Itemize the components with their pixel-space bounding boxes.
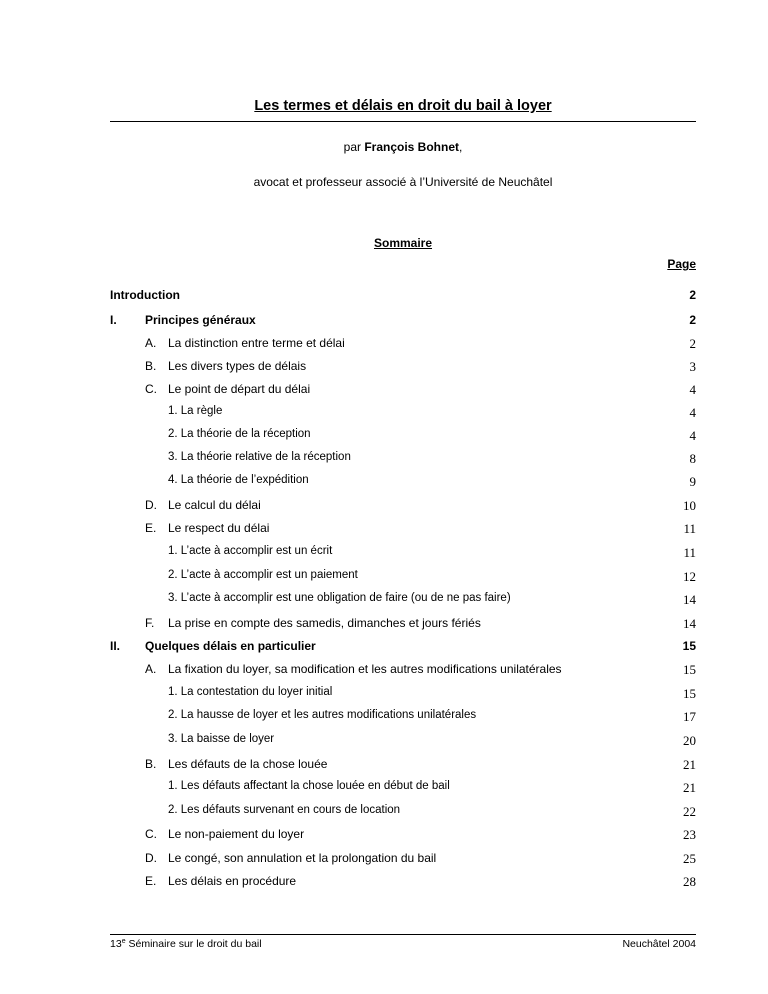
toc-page-number: 4 [689,428,696,443]
toc-entry [0,288,768,308]
toc-page-number: 28 [683,874,696,889]
toc-entry-label: Les divers types de délais [168,359,307,373]
toc-page-number: 25 [683,851,696,866]
footer-seminar-ordinal: e [121,938,126,945]
toc-page-number: 3 [689,359,696,374]
toc-entry [0,874,768,894]
toc-entry [0,382,768,402]
toc-entry-label: 3. La théorie relative de la réception [168,451,351,463]
footer-place-year: Neuchâtel 2004 [622,938,696,950]
summary-heading: Sommaire [373,236,433,250]
toc-page-number: 14 [683,616,696,631]
toc-entry-label: Le respect du délai [168,521,270,535]
toc-entry [0,639,768,659]
toc-page-number: 15 [682,639,696,653]
author-name: François Bohnet [364,140,460,154]
toc-entry-label: 1. La contestation du loyer initial [168,686,333,698]
toc-entry-label: 4. La théorie de l’expédition [168,474,309,486]
toc-entry-label: 2. La hausse de loyer et les autres modifications unilatérales [168,709,477,721]
toc-entry [0,757,768,777]
page-column-heading: Page [667,257,696,271]
toc-entry [0,592,768,612]
toc-page-number: 2 [689,336,696,351]
toc-entry-label: La fixation du loyer, sa modification et les autres modifications unilatérales [168,662,562,676]
toc-entry [0,686,768,706]
toc-entry [0,851,768,871]
toc-subsection-letter: D. [145,498,157,512]
toc-entry [0,662,768,682]
toc-subsection-letter: F. [145,616,155,630]
toc-entry-label: 1. La règle [168,405,223,417]
footer-divider [110,934,696,935]
toc-entry [0,827,768,847]
toc-entry-label: Le calcul du délai [168,498,261,512]
toc-page-number: 20 [683,733,696,748]
toc-entry [0,709,768,729]
toc-page-number: 9 [689,474,696,489]
toc-subsection-letter: B. [145,359,157,373]
toc-entry-label: Le point de départ du délai [168,382,311,396]
title-divider [110,121,696,122]
footer-seminar [110,938,262,950]
toc-entry-label: Le congé, son annulation et la prolongation du bail [168,851,437,865]
toc-entry-label: La prise en compte des samedis, dimanches et jours fériés [168,616,481,630]
toc-entry-label: Les délais en procédure [168,874,297,888]
footer-seminar-text: Séminaire sur le droit du bail [125,938,262,950]
toc-subsection-letter: E. [145,874,157,888]
toc-page-number: 15 [683,686,696,701]
toc-subsection-letter: C. [145,827,157,841]
author-line [110,140,696,154]
toc-entry-label: 1. Les défauts affectant la chose louée en début de bail [168,780,450,792]
toc-entry [0,359,768,379]
toc-entry [0,336,768,356]
toc-page-number: 21 [683,780,696,795]
toc-subsection-letter: D. [145,851,157,865]
toc-entry-label: La distinction entre terme et délai [168,336,345,350]
toc-entry [0,733,768,753]
toc-entry [0,428,768,448]
toc-entry [0,780,768,800]
toc-entry-label: Le non-paiement du loyer [168,827,305,841]
toc-entry-label: 1. L’acte à accomplir est un écrit [168,545,333,557]
toc-page-number: 2 [689,288,696,302]
toc-entry [0,405,768,425]
toc-entry-label: 2. Les défauts survenant en cours de location [168,804,401,816]
toc-entry [0,569,768,589]
toc-page-number: 23 [683,827,696,842]
author-affiliation: avocat et professeur associé à l’Université de Neuchâtel [253,175,553,189]
author-prefix: par [343,140,365,154]
toc-page-number: 2 [689,313,696,327]
toc-page-number: 17 [683,709,696,724]
toc-subsection-letter: B. [145,757,157,771]
toc-entry [0,616,768,636]
toc-page-number: 14 [683,592,696,607]
toc-subsection-letter: E. [145,521,157,535]
document-title: Les termes et délais en droit du bail à loyer [254,98,552,114]
toc-section-number: I. [110,313,117,327]
toc-entry-label: Quelques délais en particulier [145,639,316,653]
footer-seminar-number: 13 [110,938,122,950]
toc-entry-label: Les défauts de la chose louée [168,757,328,771]
toc-entry [0,451,768,471]
toc-entry-label: 3. La baisse de loyer [168,733,275,745]
toc-entry [0,804,768,824]
toc-entry-label: Introduction [110,288,180,302]
toc-section-number: II. [110,639,121,653]
toc-entry-label: 2. L’acte à accomplir est un paiement [168,569,358,581]
toc-page-number: 15 [683,662,696,677]
toc-entry-label: Principes généraux [145,313,256,327]
toc-page-number: 10 [683,498,696,513]
toc-page-number: 4 [689,405,696,420]
toc-entry [0,498,768,518]
toc-page-number: 8 [689,451,696,466]
toc-page-number: 11 [683,545,696,560]
toc-entry [0,545,768,565]
toc-subsection-letter: A. [145,336,157,350]
toc-entry [0,313,768,333]
toc-entry-label: 2. La théorie de la réception [168,428,311,440]
toc-page-number: 11 [683,521,696,536]
toc-entry-label: 3. L’acte à accomplir est une obligation de faire (ou de ne pas faire) [168,592,511,604]
toc-page-number: 4 [689,382,696,397]
toc-entry [0,474,768,494]
toc-subsection-letter: A. [145,662,157,676]
toc-page-number: 12 [683,569,696,584]
toc-page-number: 22 [683,804,696,819]
toc-subsection-letter: C. [145,382,157,396]
toc-page-number: 21 [683,757,696,772]
author-suffix: , [459,140,463,154]
toc-entry [0,521,768,541]
